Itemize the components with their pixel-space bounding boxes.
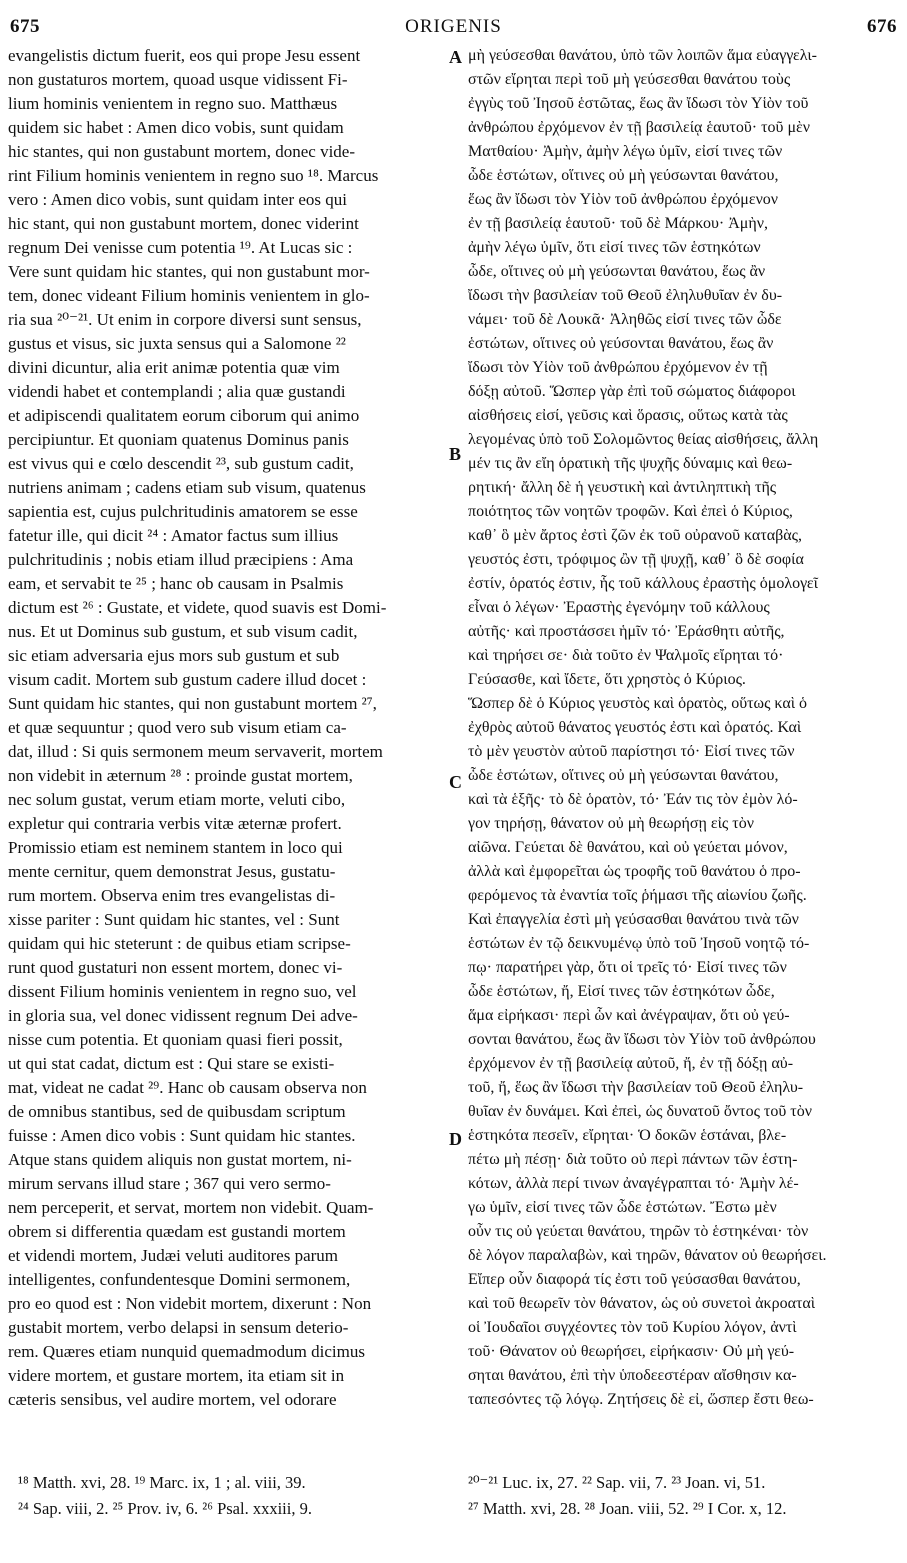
- greek-text-line: Εἴπερ οὖν διαφορά τίς ἐστι τοῦ γεύσασθαι θανάτου,: [468, 1271, 801, 1288]
- greek-text-line: ἴδωσι τὸν Υἱὸν τοῦ ἀνθρώπου ἐρχόμενον ἐν τῇ: [468, 359, 768, 376]
- latin-text-line: rint Filium hominis venientem in regno suo ¹⁸. Marcus: [8, 166, 379, 185]
- greek-text-line: γον τηρήσῃ, θάνατον οὐ μὴ θεωρήσῃ εἰς τὸν: [468, 815, 754, 832]
- latin-text-line: dictum est ²⁶ : Gustate, et videte, quod suavis est Domi-: [8, 598, 387, 617]
- latin-text-line: pro eo quod est : Non videbit mortem, dixerunt : Non: [8, 1294, 372, 1313]
- greek-text-line: κότων, ἀλλὰ περί τινων ἀναγέγραπται τό· Ἀμὴν λέ-: [468, 1175, 799, 1192]
- latin-text-line: lium hominis venientem in regno suo. Matthæus: [8, 94, 338, 113]
- greek-text-line: εἶναι ὁ λέγων· Ἐραστὴς ἐγενόμην τοῦ κάλλους: [468, 599, 770, 616]
- greek-text-line: αἰσθήσεις εἰσί, γεῦσις καὶ ὅρασις, οὕτως κατὰ τὰς: [468, 407, 788, 424]
- latin-text-line: gustus et visus, sic juxta sensus qui a Salomone ²²: [8, 334, 346, 353]
- footnotes-right: [468, 1470, 900, 1522]
- greek-text-line: θυῖαν ἐν δυνάμει. Καὶ ἐπεὶ, ὡς δυνατοῦ ὄντος τοῦ τὸν: [468, 1103, 812, 1120]
- greek-text-line: ρητική· ἄλλη δὲ ἡ γευστικὴ καὶ ἀντιληπτικὴ τῆς: [468, 479, 777, 496]
- greek-text-line: ἅμα εἰρήκασι· περὶ ὧν καὶ ἀνέγραψαν, ὅτι οὐ γεύ-: [468, 1007, 790, 1024]
- greek-text-line: ἐχθρὸς αὐτοῦ θάνατος γευστός ἐστι καὶ ὁρατός. Καὶ: [468, 719, 802, 736]
- greek-text-line: ἑστώτων, οἵτινες οὐ γεύσονται θανάτου, ἕως ἂν: [468, 335, 774, 352]
- latin-column: [8, 44, 450, 1412]
- latin-text-line: fuisse : Amen dico vobis : Sunt quidam hic stantes.: [8, 1126, 356, 1145]
- greek-text-line: γευστός ἐστι, τρόφιμος ὢν τῇ ψυχῇ, καθ᾽ ὃ δὲ σοφία: [468, 551, 804, 568]
- greek-text-line: οἱ Ἰουδαῖοι συγχέοντες τὸν τοῦ Κυρίου λόγον, ἀντὶ: [468, 1319, 797, 1336]
- margin-letter-a: A: [449, 47, 462, 67]
- latin-text-line: pulchritudinis ; nobis etiam illud præcipiens : Ama: [8, 550, 354, 569]
- latin-text-line: regnum Dei venisse cum potentia ¹⁹. At Lucas sic :: [8, 238, 353, 257]
- greek-text-line: πέτω μὴ πέσῃ· διὰ τοῦτο οὐ περὶ πάντων τῶν ἑστη-: [468, 1151, 798, 1168]
- latin-text-line: vero : Amen dico vobis, sunt quidam inter eos qui: [8, 190, 348, 209]
- greek-text-line: τοῦ, ἤ, ἕως ἂν ἴδωσι τὴν βασιλείαν τοῦ Θεοῦ ἐληλυ-: [468, 1079, 804, 1096]
- greek-text-line: ὧδε ἑστώτων, οἵτινες οὐ μὴ γεύσωνται θανάτου,: [468, 167, 779, 184]
- latin-text-line: Promissio etiam est neminem stantem in loco qui: [8, 838, 343, 857]
- page-header: [10, 16, 897, 42]
- latin-text-line: xisse pariter : Sunt quidam hic stantes, vel : Sunt: [8, 910, 340, 929]
- greek-text-line: Καὶ ἐπαγγελία ἐστὶ μὴ γεύσασθαι θανάτου τινὰ τῶν: [468, 911, 799, 928]
- latin-text-line: non videbit in æternum ²⁸ : proinde gustat mortem,: [8, 766, 353, 785]
- latin-text-line: et quæ sequuntur ; quod vero sub visum etiam ca-: [8, 718, 347, 737]
- greek-text-line: ἐστίν, ὁρατός ἐστιν, ἧς τοῦ κάλλους ἐραστὴς ὁμολογεῖ: [468, 575, 818, 592]
- greek-text-line: λεγομένας ὑπὸ τοῦ Σολομῶντος θείας αἰσθήσεις, ἄλλη: [468, 431, 819, 448]
- greek-text-line: καὶ τὰ ἑξῆς· τὸ δὲ ὁρατὸν, τό· Ἐάν τις τὸν ἐμὸν λό-: [468, 791, 798, 808]
- greek-text-line: τὸ μὲν γευστὸν αὐτοῦ παρίστησι τό· Εἰσί τινες τῶν: [468, 743, 795, 760]
- latin-text-line: rem. Quæres etiam nunquid quemadmodum dicimus: [8, 1342, 365, 1361]
- latin-text-line: cæteris sensibus, vel audire mortem, vel odorare: [8, 1390, 337, 1409]
- greek-text-line: στῶν εἴρηται περὶ τοῦ μὴ γεύσεσθαι θανάτου τοὺς: [468, 71, 791, 88]
- greek-text-line: ἑστηκότα πεσεῖν, εἴρηται· Ὁ δοκῶν ἑστάναι, βλε-: [468, 1127, 787, 1144]
- latin-text-line: ria sua ²⁰⁻²¹. Ut enim in corpore diversi sunt sensus,: [8, 310, 362, 329]
- latin-text-line: Vere sunt quidam hic stantes, qui non gustabunt mor-: [8, 262, 370, 281]
- latin-text-line: videre mortem, et gustare mortem, ita etiam sit in: [8, 1366, 345, 1385]
- greek-text-line: πῳ· παρατήρει γὰρ, ὅτι οἱ τρεῖς τό· Εἰσί τινες τῶν: [468, 959, 787, 976]
- latin-text-line: non gustaturos mortem, quoad usque vidissent Fi-: [8, 70, 348, 89]
- latin-text-line: divini dicuntur, alia erit animæ potentia quæ vim: [8, 358, 340, 377]
- latin-text-line: Atque stans quidem aliquis non gustat mortem, ni-: [8, 1150, 352, 1169]
- latin-text-line: mirum servans illud stare ; 367 qui vero sermo-: [8, 1174, 331, 1193]
- footnote-line: ²⁴ Sap. viii, 2. ²⁵ Prov. iv, 6. ²⁶ Psal. xxxiii, 9.: [18, 1499, 312, 1518]
- latin-text-line: intelligentes, confundentesque Domini sermonem,: [8, 1270, 351, 1289]
- greek-text-line: νάμει· τοῦ δὲ Λουκᾶ· Ἀληθῶς εἰσί τινες τῶν ὧδε: [468, 311, 782, 328]
- greek-column: [468, 44, 900, 1412]
- greek-text-line: οὖν τις οὐ γεύεται θανάτου, τηρῶν τὸ ἑστηκέναι· τὸν: [468, 1223, 809, 1240]
- latin-text-line: videndi habet et contemplandi ; alia quæ gustandi: [8, 382, 346, 401]
- latin-text-line: sic etiam adversaria ejus mors sub gustum et sub: [8, 646, 340, 665]
- latin-text-line: evangelistis dictum fuerit, eos qui prope Jesu essent: [8, 46, 361, 65]
- greek-text-line: ἴδωσι τὴν βασιλείαν τοῦ Θεοῦ ἐληλυθυῖαν ἐν δυ-: [468, 287, 783, 304]
- greek-text-line: ταπεσόντες τῷ λόγῳ. Ζητήσεις δὲ εἰ, ὥσπερ ἔστι θεω-: [468, 1391, 814, 1408]
- greek-text-line: τοῦ· Θάνατον οὐ θεωρήσει, εἰρήκασιν· Οὐ μὴ γεύ-: [468, 1343, 795, 1360]
- greek-text-line: σονται θανάτου, ἕως ἂν ἴδωσι τὸν Υἱὸν τοῦ ἀνθρώπου: [468, 1031, 816, 1048]
- running-title: ORIGENIS: [405, 16, 502, 37]
- greek-text-line: καθ᾽ ὃ μὲν ἄρτος ἐστὶ ζῶν ἐκ τοῦ οὐρανοῦ καταβὰς,: [468, 527, 802, 544]
- latin-text-line: visum cadit. Mortem sub gustum cadere illud docet :: [8, 670, 367, 689]
- greek-text-line: Ματθαίου· Ἀμὴν, ἀμὴν λέγω ὑμῖν, εἰσί τινες τῶν: [468, 143, 783, 160]
- greek-text-line: δὲ λόγον παραλαβὼν, καὶ τηρῶν, θάνατον οὐ θεωρήσει.: [468, 1247, 827, 1264]
- latin-text-line: in gloria sua, vel donec vidissent regnum Dei adve-: [8, 1006, 358, 1025]
- latin-text-line: hic stant, qui non gustabunt mortem, donec viderint: [8, 214, 359, 233]
- greek-text-line: ποιότητος τῶν νοητῶν τροφῶν. Καὶ ἐπεὶ ὁ Κύριος,: [468, 503, 793, 520]
- latin-text-line: quidem sic habet : Amen dico vobis, sunt quidam: [8, 118, 344, 137]
- latin-text-line: runt quod gustaturi non essent mortem, donec vi-: [8, 958, 343, 977]
- footnote-line: ²⁰⁻²¹ Luc. ix, 27. ²² Sap. vii, 7. ²³ Joan. vi, 51.: [468, 1473, 766, 1492]
- latin-text-line: nec solum gustat, verum etiam morte, veluti cibo,: [8, 790, 346, 809]
- latin-text-line: mente cernitur, quem demonstrat Jesus, gustatu-: [8, 862, 336, 881]
- latin-text-line: ut qui stat cadat, dictum est : Qui stare se existi-: [8, 1054, 335, 1073]
- latin-text-line: obrem si differentia quædam est gustandi mortem: [8, 1222, 346, 1241]
- greek-text-line: ἐρχόμενον ἐν τῇ βασιλείᾳ αὐτοῦ, ἤ, ἐν τῇ δόξῃ αὐ-: [468, 1055, 794, 1072]
- latin-text-line: fatetur ille, qui dicit ²⁴ : Amator factus sum illius: [8, 526, 339, 545]
- latin-text-line: sapientia est, cujus pulchritudinis amatorem se esse: [8, 502, 358, 521]
- margin-letter-c: C: [449, 772, 462, 792]
- greek-text-line: φερόμενος τὰ ἐναντία τοῖς ῥήμασι τῆς αἰωνίου ζωῆς.: [468, 887, 807, 904]
- latin-text-line: dat, illud : Si quis sermonem meum servaverit, mortem: [8, 742, 383, 761]
- latin-text-line: gustabit mortem, verbo delapsi in sensum deterio-: [8, 1318, 349, 1337]
- latin-text-line: eam, et servabit te ²⁵ ; hanc ob causam in Psalmis: [8, 574, 344, 593]
- margin-letter-d: D: [449, 1129, 462, 1149]
- latin-text-line: nisse cum potentia. Et quoniam quasi fieri possit,: [8, 1030, 343, 1049]
- latin-text-line: percipiuntur. Et quoniam quatenus Dominus panis: [8, 430, 349, 449]
- greek-text-line: ἕως ἂν ἴδωσι τὸν Υἱὸν τοῦ ἀνθρώπου ἐρχόμενον: [468, 191, 779, 208]
- greek-text-line: ὧδε ἑστώτων, οἵτινες οὐ μὴ γεύσωνται θανάτου,: [468, 767, 779, 784]
- latin-text-line: est vivus qui e cœlo descendit ²³, sub gustum cadit,: [8, 454, 354, 473]
- margin-letter-b: B: [449, 444, 462, 464]
- footnote-line: ¹⁸ Matth. xvi, 28. ¹⁹ Marc. ix, 1 ; al. viii, 39.: [18, 1473, 306, 1492]
- latin-text-line: mat, videat ne cadat ²⁹. Hanc ob causam observa non: [8, 1078, 367, 1097]
- greek-text-line: ἑστώτων ἐν τῷ δεικνυμένῳ ὑπὸ τοῦ Ἰησοῦ νοητῷ τό-: [468, 935, 810, 952]
- latin-text-line: quidam qui hic steterunt : de quibus etiam scripse-: [8, 934, 351, 953]
- page-number-right: 676: [867, 16, 897, 37]
- greek-text-line: Γεύσασθε, καὶ ἴδετε, ὅτι χρηστὸς ὁ Κύριος.: [468, 671, 746, 688]
- greek-text-line: Ὥσπερ δὲ ὁ Κύριος γευστὸς καὶ ὁρατὸς, οὕτως καὶ ὁ: [468, 695, 808, 712]
- greek-text-line: μέν τις ἂν εἴη ὁρατικὴ τῆς ψυχῆς δύναμις καὶ θεω-: [468, 455, 793, 472]
- latin-text-line: nem perceperit, et servat, mortem non videbit. Quam-: [8, 1198, 374, 1217]
- footnote-line: ²⁷ Matth. xvi, 28. ²⁸ Joan. viii, 52. ²⁹ I Cor. x, 12.: [468, 1499, 787, 1518]
- latin-text-line: Sunt quidam hic stantes, qui non gustabunt mortem ²⁷,: [8, 694, 377, 713]
- greek-text-line: αἰῶνα. Γεύεται δὲ θανάτου, καὶ οὐ γεύεται μόνον,: [468, 839, 788, 856]
- greek-text-line: αὐτῆς· καὶ προστάσσει ἡμῖν τό· Ἐράσθητι αὐτῆς,: [468, 623, 785, 640]
- greek-text-line: καὶ τοῦ θεωρεῖν τὸν θάνατον, ὡς οὐ συνετοὶ ἀκροαταὶ: [468, 1295, 816, 1312]
- greek-text-line: ἐν τῇ βασιλείᾳ ἑαυτοῦ· τοῦ δὲ Μάρκου· Ἀμὴν,: [468, 215, 768, 232]
- greek-text-line: ἀλλὰ καὶ ἐμφορεῖται ὡς τροφῆς τοῦ θανάτου ὁ προ-: [468, 863, 801, 880]
- page-number-left: 675: [10, 16, 40, 37]
- greek-text-line: δόξῃ αὐτοῦ. Ὥσπερ γὰρ ἐπὶ τοῦ σώματος διάφοροι: [468, 383, 796, 400]
- greek-text-line: ἀνθρώπου ἐρχόμενον ἐν τῇ βασιλείᾳ ἑαυτοῦ· τοῦ μὲν: [468, 119, 810, 136]
- latin-text-line: nus. Et ut Dominus sub gustum, et sub visum cadit,: [8, 622, 358, 641]
- greek-text-line: καὶ τηρήσει σε· διὰ τοῦτο ἐν Ψαλμοῖς εἴρηται τό·: [468, 647, 784, 664]
- greek-text-line: ἀμὴν λέγω ὑμῖν, ὅτι εἰσί τινες τῶν ἑστηκότων: [468, 239, 761, 256]
- greek-text-line: ὧδε ἑστώτων, ἤ, Εἰσί τινες τῶν ἑστηκότων ὧδε,: [468, 983, 775, 1000]
- greek-text-line: γω ὑμῖν, εἰσί τινες τῶν ὧδε ἑστώτων. Ἔστω μὲν: [468, 1199, 777, 1216]
- latin-text-line: expletur qui contraria verbis vitæ æternæ profert.: [8, 814, 342, 833]
- latin-text-line: hic stantes, qui non gustabunt mortem, donec vide-: [8, 142, 356, 161]
- greek-text-line: μὴ γεύσεσθαι θανάτου, ὑπὸ τῶν λοιπῶν ἅμα εὐαγγελι-: [468, 47, 817, 64]
- footnotes-left: [18, 1470, 448, 1522]
- latin-text-line: et videndi mortem, Judæi veluti auditores parum: [8, 1246, 339, 1265]
- latin-text-line: de omnibus stantibus, sed de quibusdam scriptum: [8, 1102, 346, 1121]
- latin-text-line: nutriens animam ; cadens etiam sub visum, quatenus: [8, 478, 366, 497]
- latin-text-line: dissent Filium hominis venientem in regno suo, vel: [8, 982, 357, 1001]
- latin-text-line: et adipiscendi qualitatem eorum ciborum qui animo: [8, 406, 360, 425]
- greek-text-line: ὧδε, οἵτινες οὐ μὴ γεύσωνται θανάτου, ἕως ἂν: [468, 263, 766, 280]
- latin-text-line: tem, donec videant Filium hominis venientem in glo-: [8, 286, 370, 305]
- latin-text-line: rum mortem. Observa enim tres evangelistas di-: [8, 886, 336, 905]
- greek-text-line: ἐγγὺς τοῦ Ἰησοῦ ἑστῶτας, ἕως ἂν ἴδωσι τὸν Υἱὸν τοῦ: [468, 95, 809, 112]
- greek-text-line: σηται θανάτου, ἐπὶ τὴν ὑποδεεστέραν αἴσθησιν κα-: [468, 1367, 797, 1384]
